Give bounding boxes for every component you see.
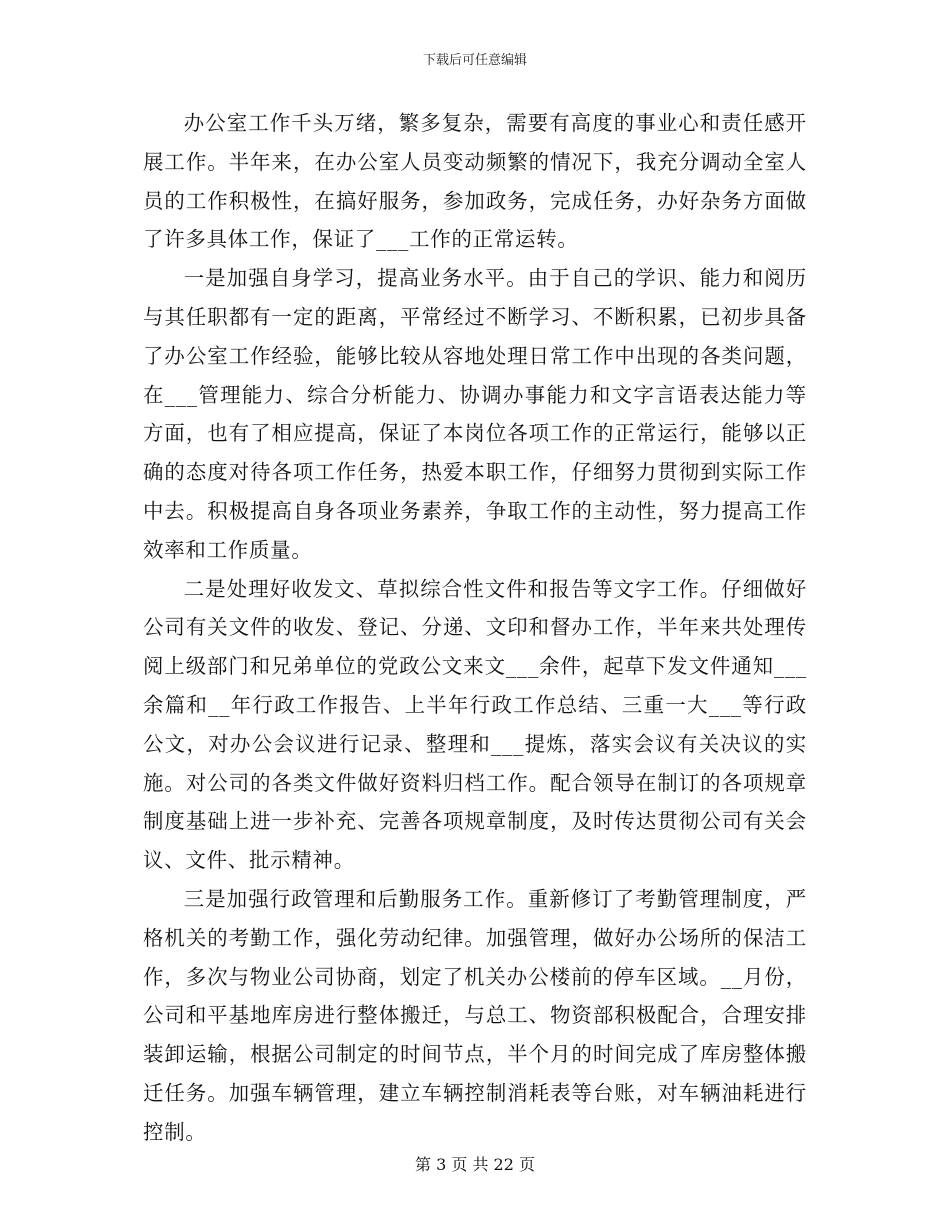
paragraph-intro: 办公室工作千头万绪，繁多复杂，需要有高度的事业心和责任感开展工作。半年来，在办公室人员变动频繁的情况下，我充分调动全室人员的工作积极性，在搞好服务，参加政务，完成任务，办好杂务方面做了许多具体工作，保证了___工作的正常运转。: [143, 111, 807, 252]
page-header: [0, 52, 950, 70]
paragraph-study: 一是加强自身学习，提高业务水平。由于自己的学识、能力和阅历与其任职都有一定的距离，平常经过不断学习、不断积累，已初步具备了办公室工作经验，能够比较从容地处理日常工作中出现的各类问题，在___管理能力、综合分析能力、协调办事能力和文字言语表达能力等方面，也有了相应提高，保证了本岗位各项工作的正常运行，能够以正确的态度对待各项工作任务，热爱本职工作，仔细努力贯彻到实际工作中去。积极提高自身各项业务素养，争取工作的主动性，努力提高工作效率和工作质量。: [143, 266, 807, 562]
paragraph-documents: 二是处理好收发文、草拟综合性文件和报告等文字工作。仔细做好公司有关文件的收发、登记、分递、文印和督办工作，半年来共处理传阅上级部门和兄弟单位的党政公文来文___余件，起草下发文件通知___余篇和__年行政工作报告、上半年行政工作总结、三重一大___等行政公文，对办公会议进行记录、整理和___提炼，落实会议有关决议的实施。对公司的各类文件做好资料归档工作。配合领导在制订的各项规章制度基础上进一步补充、完善各项规章制度，及时传达贯彻公司有关会议、文件、批示精神。: [143, 576, 807, 873]
page-number: 第 3 页 共 22 页: [415, 1155, 535, 1174]
header-note: 下载后可任意编辑: [422, 53, 527, 68]
page-footer: [0, 1155, 950, 1175]
document-body: [143, 104, 807, 1152]
paragraph-administration: 三是加强行政管理和后勤服务工作。重新修订了考勤管理制度，严格机关的考勤工作，强化劳动纪律。加强管理，做好办公场所的保洁工作，多次与物业公司协商，划定了机关办公楼前的停车区域。__月份，公司和平基地库房进行整体搬迁，与总工、物资部积极配合，合理安排装卸运输，根据公司制定的时间节点，半个月的时间完成了库房整体搬迁任务。加强车辆管理，建立车辆控制消耗表等台账，对车辆油耗进行控制。: [143, 886, 807, 1144]
